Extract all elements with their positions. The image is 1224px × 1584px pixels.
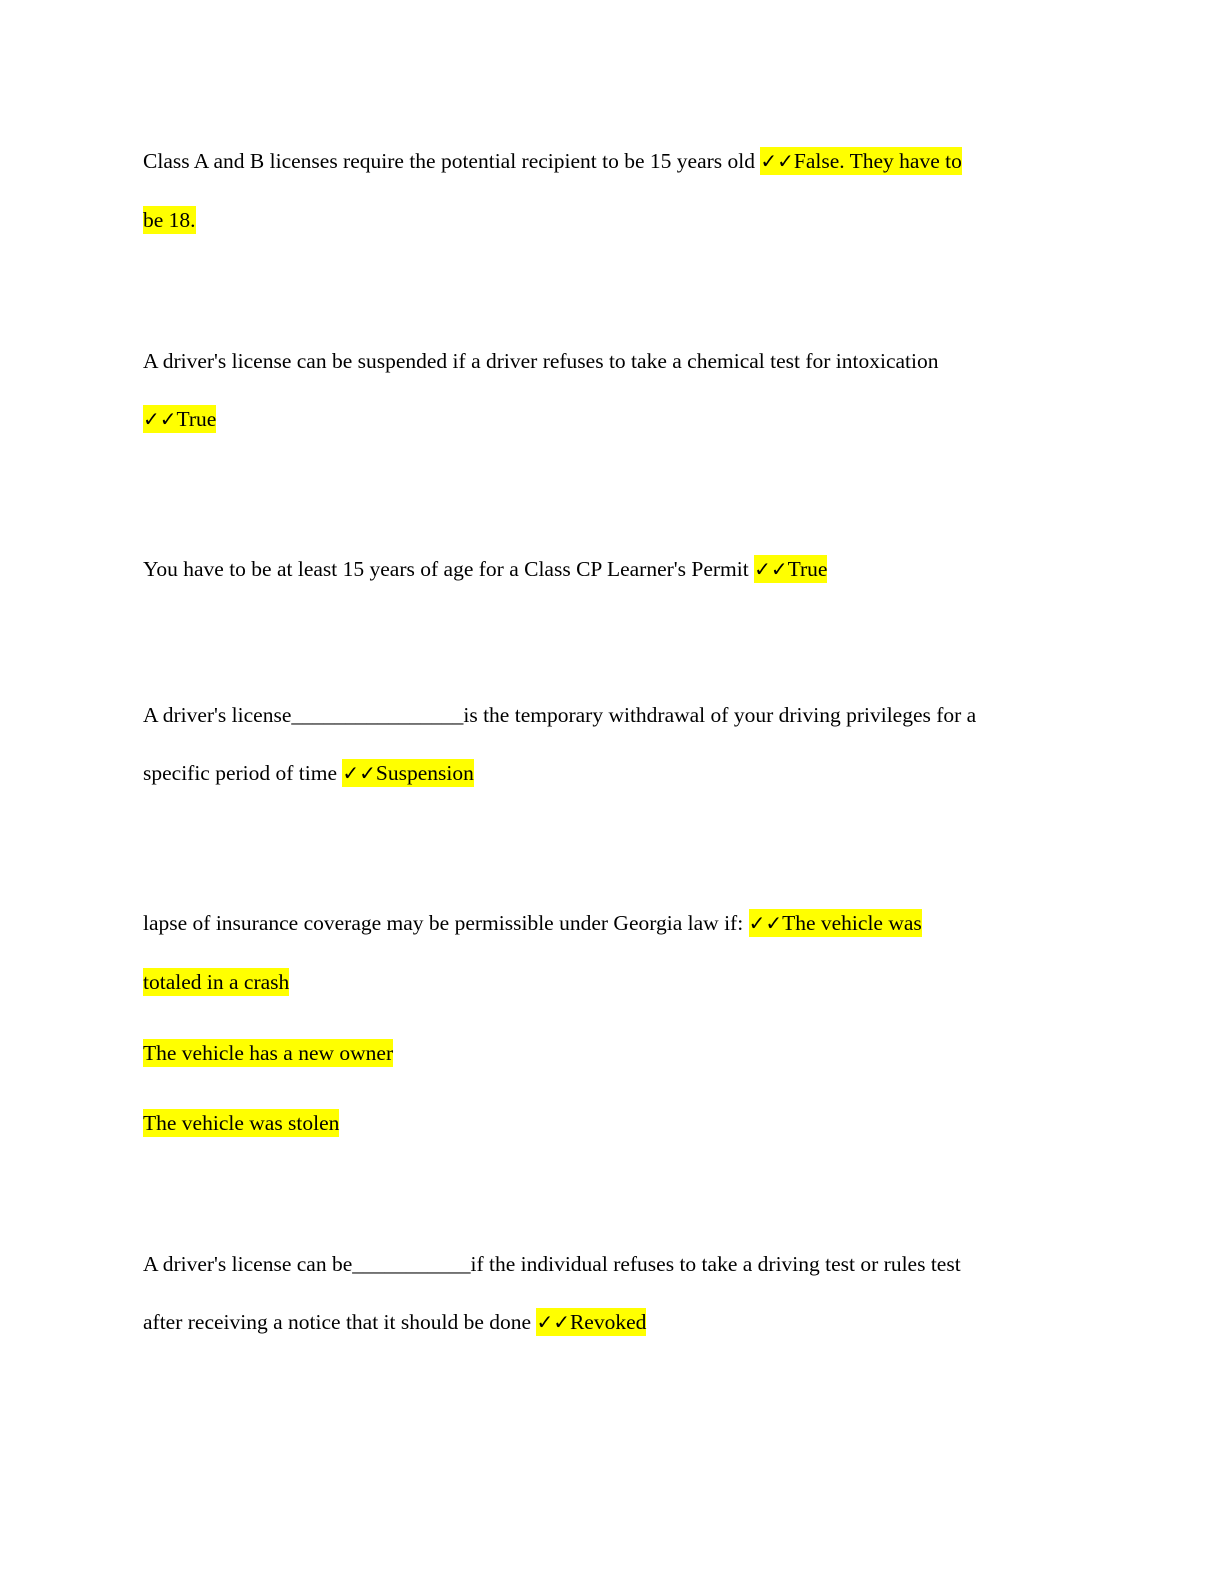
- answer-1-highlight: [760, 147, 962, 175]
- answer-5-continuation: totaled in a crash: [143, 970, 290, 994]
- answer-6-text: Revoked: [569, 1310, 647, 1334]
- question-2-line-1: [143, 346, 939, 376]
- question-1-text: Class A and B licenses require the potential recipient to be 15 years old: [143, 149, 761, 173]
- question-6-line-1: [143, 1249, 961, 1279]
- question-4-line-1: [143, 700, 976, 730]
- question-5-text: lapse of insurance coverage may be permissible under Georgia law if:: [143, 911, 749, 935]
- question-1-line-2: [143, 205, 196, 235]
- double-check-icon: ✓✓: [748, 911, 783, 935]
- question-4-line-2: [143, 758, 474, 788]
- answer-1-continuation: be 18.: [143, 208, 196, 232]
- answer-1-text: False. They have to: [793, 149, 962, 173]
- question-6-text-continued: after receiving a notice that it should be done: [143, 1310, 537, 1334]
- double-check-icon: ✓✓: [536, 1310, 570, 1334]
- question-5-line-3: [143, 1038, 393, 1068]
- question-1-line-1: [143, 146, 962, 176]
- answer-5-option-new-owner: The vehicle has a new owner: [143, 1041, 394, 1065]
- answer-5-option-stolen: The vehicle was stolen: [143, 1111, 340, 1135]
- question-6-text: A driver's license can be___________if the individual refuses to take a driving test or rules test: [143, 1252, 961, 1276]
- answer-3-text: True: [787, 557, 828, 581]
- question-4-text-continued: specific period of time: [143, 761, 343, 785]
- answer-2-highlight: [143, 405, 216, 433]
- question-6-line-2: [143, 1307, 646, 1337]
- question-2-text: A driver's license can be suspended if a driver refuses to take a chemical test for intoxication: [143, 349, 939, 373]
- answer-5-highlight: [749, 909, 922, 937]
- answer-5-text: The vehicle was: [782, 911, 922, 935]
- question-2-line-2: [143, 404, 216, 434]
- double-check-icon: ✓✓: [342, 761, 376, 785]
- question-3-line-1: [143, 554, 827, 584]
- answer-4-highlight: [342, 759, 473, 787]
- question-5-line-1: [143, 908, 922, 938]
- answer-3-highlight: [754, 555, 827, 583]
- double-check-icon: ✓✓: [754, 557, 788, 581]
- question-5-line-4: [143, 1108, 339, 1138]
- answer-4-text: Suspension: [375, 761, 474, 785]
- answer-6-highlight: [536, 1308, 646, 1336]
- double-check-icon: ✓✓: [760, 149, 794, 173]
- double-check-icon: ✓✓: [143, 407, 177, 431]
- question-4-text: A driver's license________________is the temporary withdrawal of your driving privileges for a: [143, 703, 977, 727]
- question-3-text: You have to be at least 15 years of age for a Class CP Learner's Permit: [143, 557, 755, 581]
- question-5-line-2: [143, 967, 289, 997]
- answer-2-text: True: [176, 407, 217, 431]
